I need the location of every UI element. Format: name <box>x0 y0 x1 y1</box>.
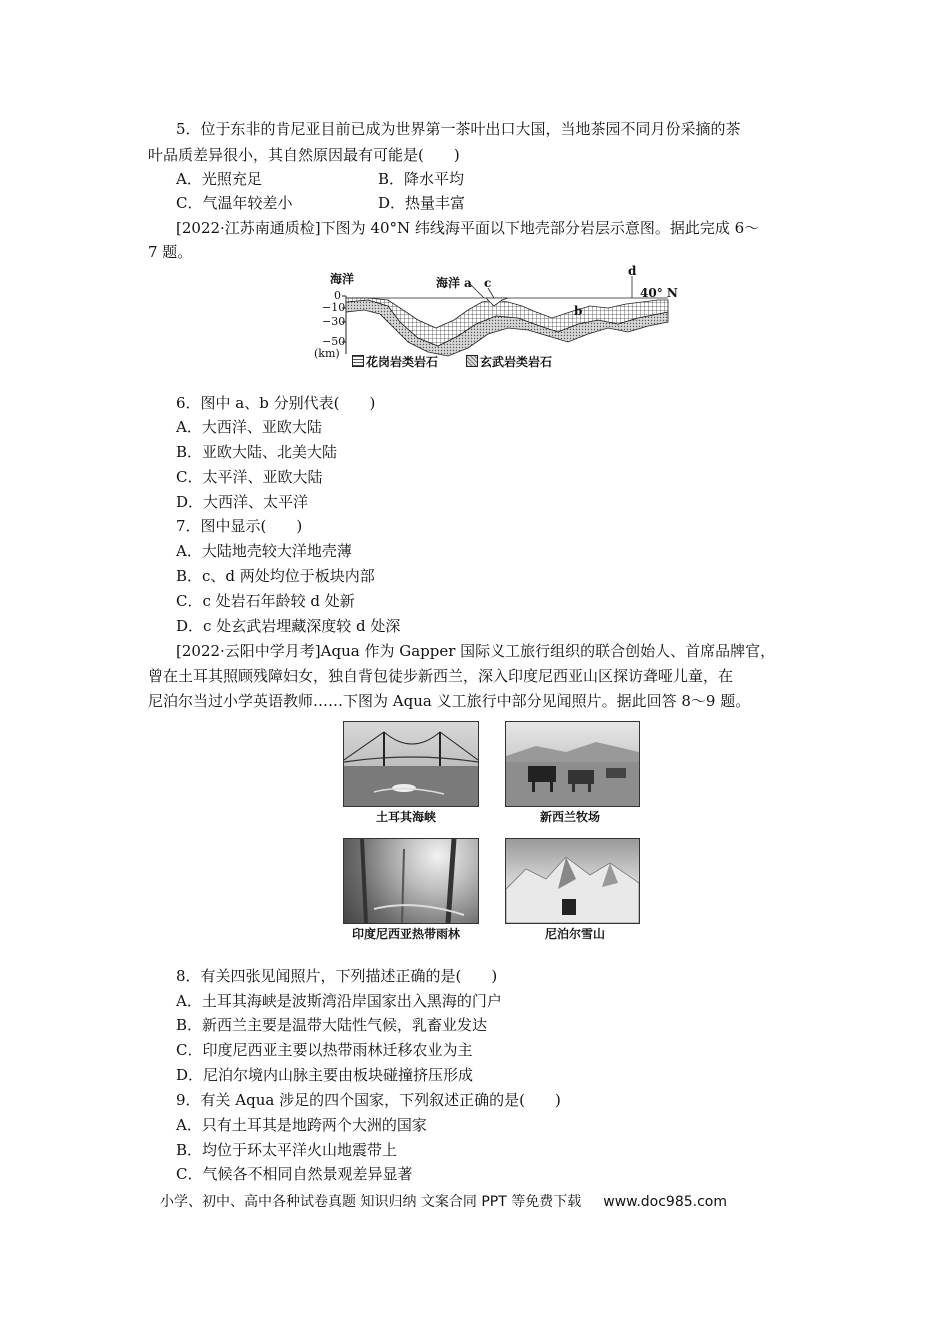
q9-option-a: A．只有土耳其是地跨两个大洲的国家 <box>176 1116 427 1134</box>
caption-indonesia: 印度尼西亚热带雨林 <box>352 927 461 941</box>
q8-option-c: C．印度尼西亚主要以热带雨林迁移农业为主 <box>176 1041 473 1059</box>
nz-pasture-photo <box>505 721 640 807</box>
mountain-image <box>506 839 639 923</box>
intro-6-7-line2: 7 题。 <box>148 243 193 261</box>
intro-6-7-line1: [2022·江苏南通质检]下图为 40°N 纬线海平面以下地壳部分岩层示意图。据此完成 6～ <box>176 219 760 237</box>
q9-option-c: C．气候各不相同自然景观差异显著 <box>176 1165 413 1183</box>
turkey-strait-photo <box>343 721 479 807</box>
forest-image <box>344 839 478 923</box>
label-ocean-mid: 海洋 <box>436 276 461 290</box>
granite-swatch-icon <box>352 355 364 367</box>
legend-basalt <box>466 354 552 370</box>
nepal-snow-mountain-photo <box>505 838 640 924</box>
tick-30: −30 <box>322 315 346 328</box>
q7-stem: 7．图中显示( ) <box>176 517 303 535</box>
q6-option-d: D．大西洋、太平洋 <box>176 493 309 511</box>
q5-stem-line2: 叶品质差异很小，其自然原因最有可能是( ) <box>148 146 460 164</box>
q7-option-b: B．c、d 两处均位于板块内部 <box>176 567 375 585</box>
q6-option-b: B．亚欧大陆、北美大陆 <box>176 443 338 461</box>
caption-nz: 新西兰牧场 <box>540 810 601 824</box>
q6-option-a: A．大西洋、亚欧大陆 <box>176 418 322 436</box>
cattle-image <box>506 722 639 806</box>
label-b: b <box>574 304 583 318</box>
tick-unit: (km) <box>314 347 340 360</box>
footer-site-link[interactable]: www.doc985.com <box>603 1194 727 1210</box>
q5-option-c: C．气温年较差小 <box>176 194 293 212</box>
tick-10: −10 <box>322 301 346 314</box>
q6-option-c: C．太平洋、亚欧大陆 <box>176 468 323 486</box>
q8-option-a: A．土耳其海峡是波斯湾沿岸国家出入黑海的门户 <box>176 992 502 1010</box>
footer <box>160 1192 727 1212</box>
tick-50: −50 <box>322 335 346 348</box>
intro-8-9-line2: 曾在土耳其照顾残障妇女，独自背包徒步新西兰，深入印度尼西亚山区探访聋哑儿童，在 <box>148 667 734 685</box>
q9-stem: 9．有关 Aqua 涉足的四个国家，下列叙述正确的是( ) <box>176 1091 561 1109</box>
q5-option-a: A．光照充足 <box>176 170 262 188</box>
q6-stem: 6．图中 a、b 分别代表( ) <box>176 394 376 412</box>
q7-option-a: A．大陆地壳较大洋地壳薄 <box>176 542 352 560</box>
label-c: c <box>484 276 492 290</box>
legend-granite-label: 花岗岩类岩石 <box>366 355 439 369</box>
q8-stem: 8．有关四张见闻照片，下列描述正确的是( ) <box>176 967 498 985</box>
footer-text: 小学、初中、高中各种试卷真题 知识归纳 文案合同 PPT 等免费下载 <box>160 1194 582 1210</box>
caption-nepal: 尼泊尔雪山 <box>545 927 606 941</box>
q8-option-b: B．新西兰主要是温带大陆性气候，乳畜业发达 <box>176 1016 488 1034</box>
bridge-image <box>344 722 478 806</box>
indonesia-rainforest-photo <box>343 838 479 924</box>
q8-option-d: D．尼泊尔境内山脉主要由板块碰撞挤压形成 <box>176 1066 474 1084</box>
q5-stem-line1: 5．位于东非的肯尼亚目前已成为世界第一茶叶出口大国，当地茶园不同月份采摘的茶 <box>176 120 741 138</box>
q7-option-c: C．c 处岩石年龄较 d 处新 <box>176 592 355 610</box>
label-d: d <box>628 264 637 278</box>
q7-option-d: D．c 处玄武岩埋藏深度较 d 处深 <box>176 617 401 635</box>
label-a: a <box>464 276 472 290</box>
basalt-swatch-icon <box>466 355 478 367</box>
q5-option-b: B．降水平均 <box>378 170 465 188</box>
label-ocean-left: 海洋 <box>330 272 355 286</box>
legend-granite <box>352 354 438 370</box>
legend-basalt-label: 玄武岩类岩石 <box>480 355 553 369</box>
intro-8-9-line3: 尼泊尔当过小学英语教师……下图为 Aqua 义工旅行中部分见闻照片。据此回答 8～9 题。 <box>148 692 751 710</box>
q5-option-d: D．热量丰富 <box>378 194 466 212</box>
caption-turkey: 土耳其海峡 <box>376 810 437 824</box>
tick-0: 0 <box>334 289 341 302</box>
label-latitude: 40° N <box>640 286 678 300</box>
intro-8-9-line1: [2022·云阳中学月考]Aqua 作为 Gapper 国际义工旅行组织的联合创始人、首席品牌官， <box>176 642 776 660</box>
q9-option-b: B．均位于环太平洋火山地震带上 <box>176 1141 398 1159</box>
